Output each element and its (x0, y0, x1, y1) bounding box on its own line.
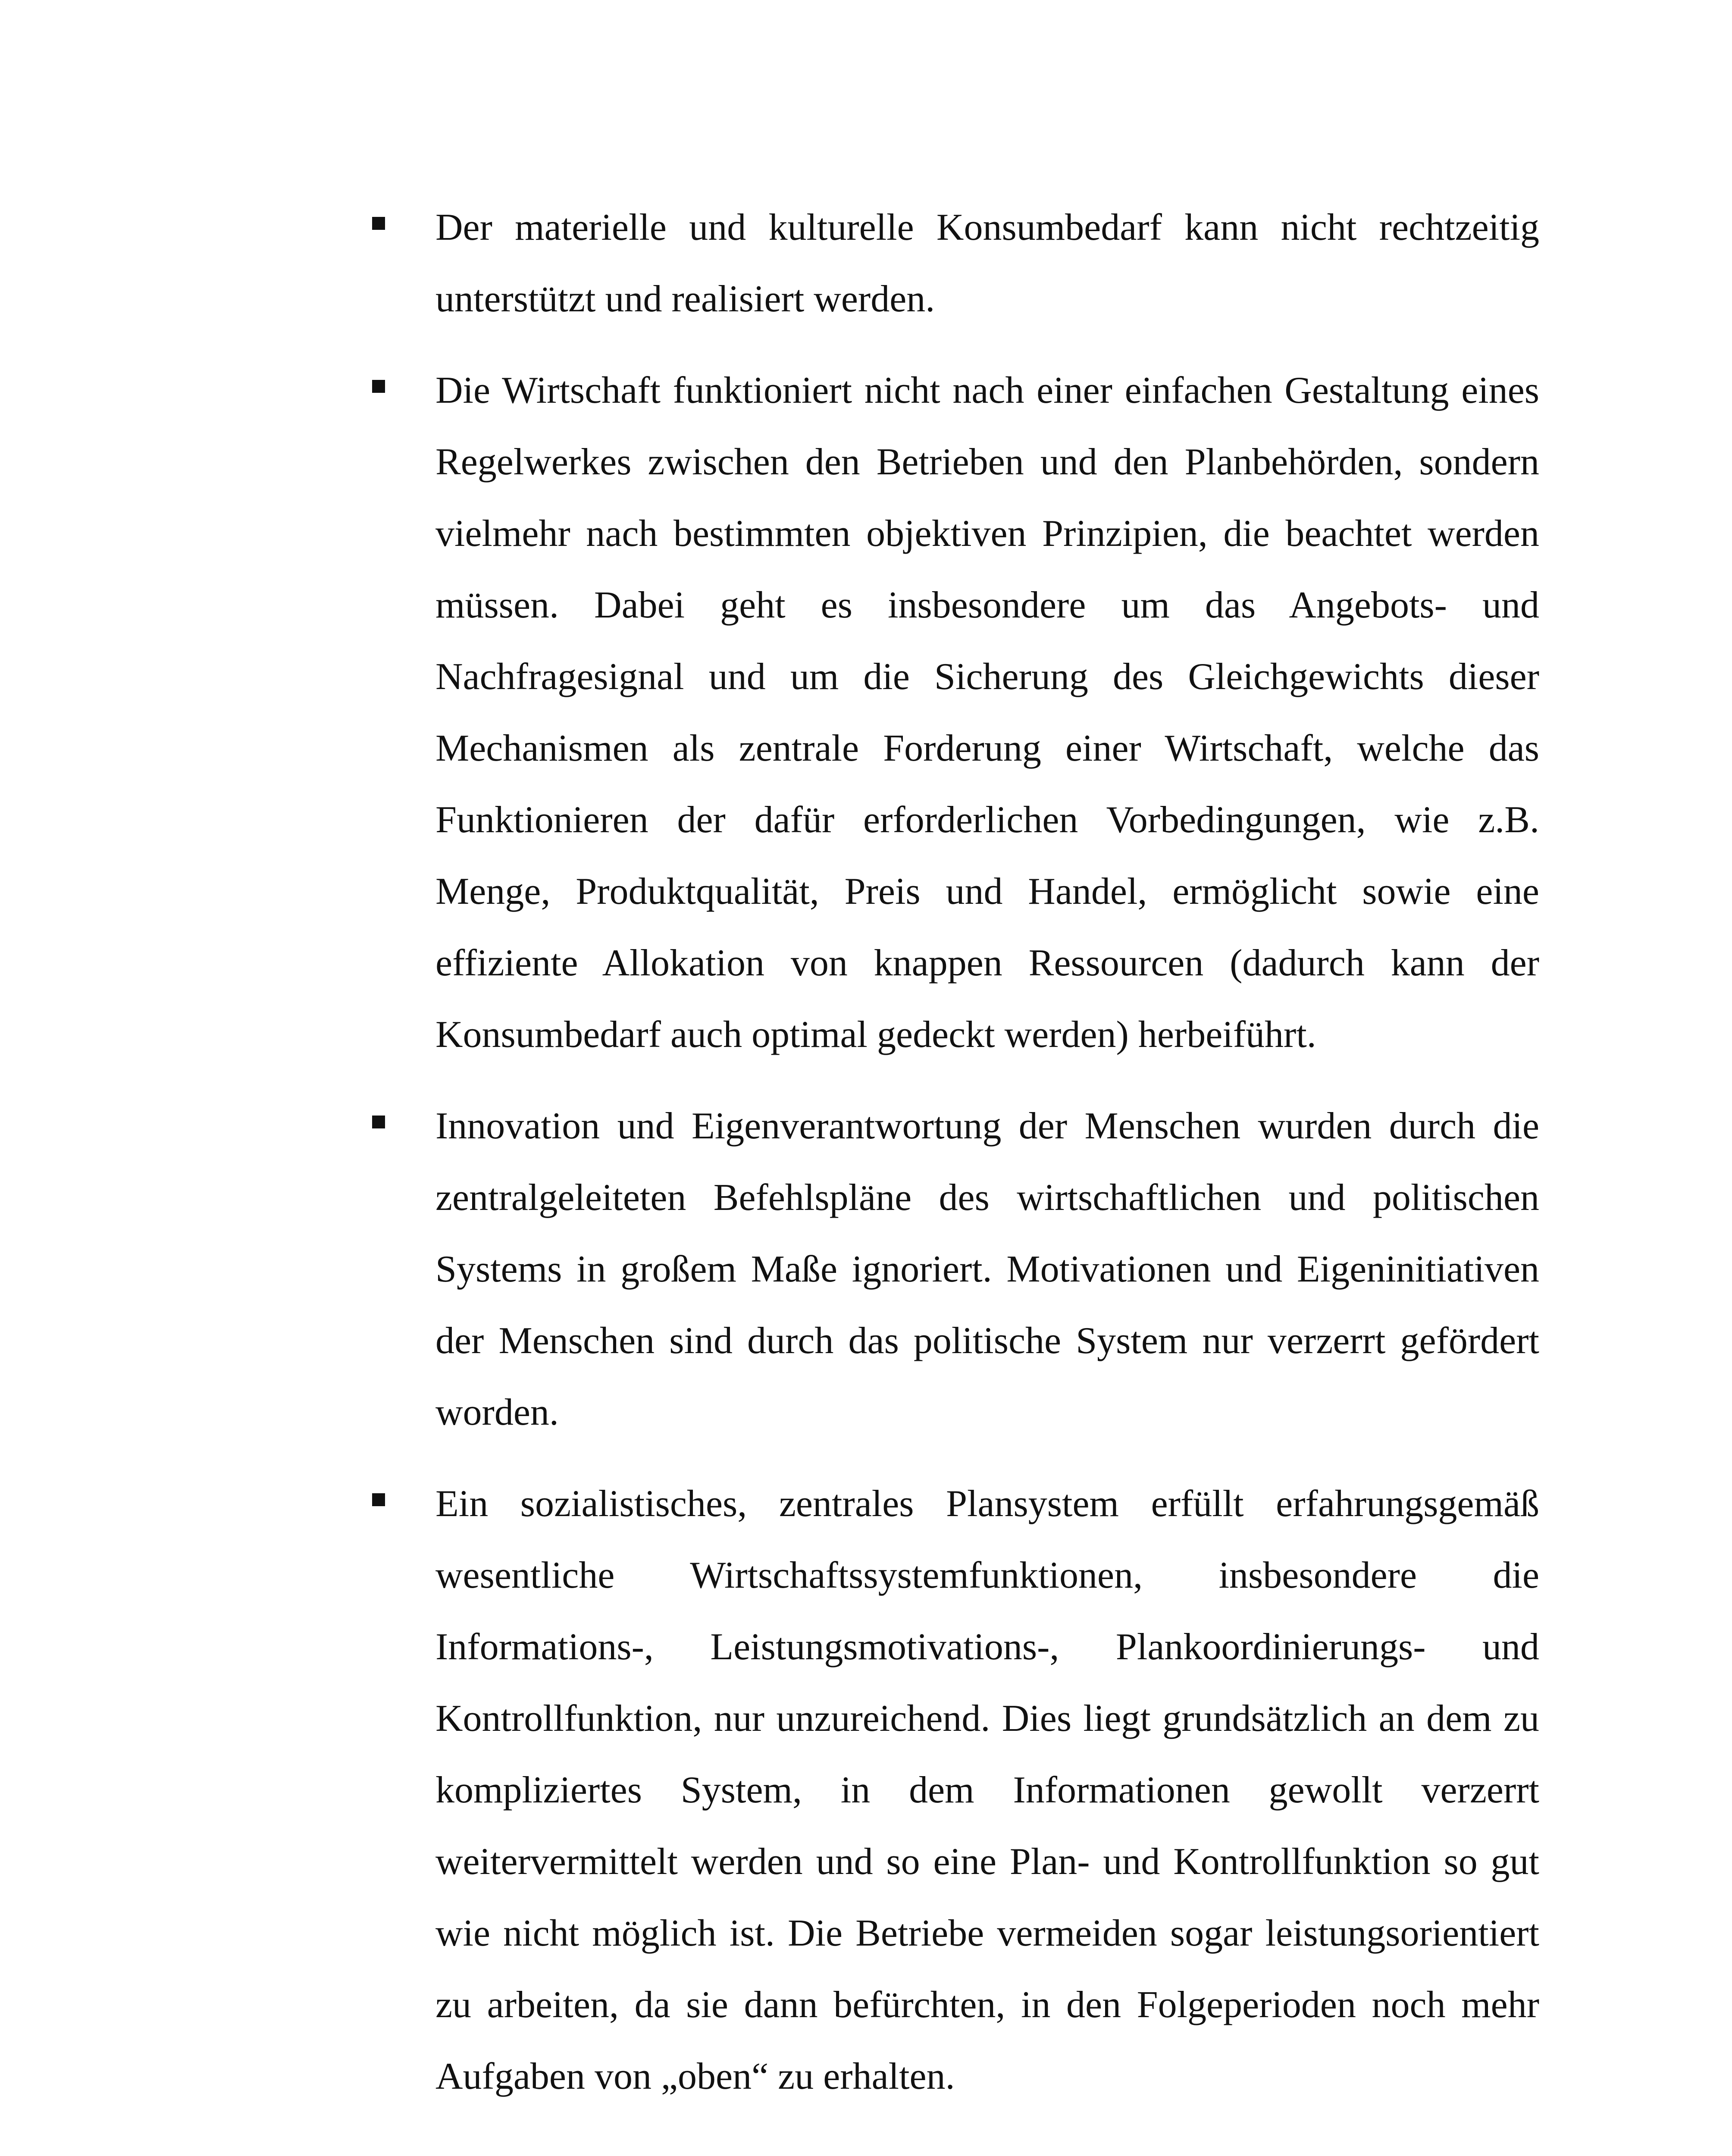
list-item (435, 192, 1539, 335)
list-item (435, 1091, 1539, 1448)
square-bullet-icon (372, 1116, 385, 1128)
list-item (435, 1468, 1539, 2112)
square-bullet-icon (372, 1493, 385, 1506)
list-item-text: Innovation und Eigenverantwortung der Menschen wurden durch die zentralgeleiteten Befehlspläne des wirtschaftlichen und politischen Systems in großem Maße ignoriert. Motivationen und Eigeninitiativen der Menschen sind durch das politische System nur verzerrt gefördert worden. (435, 1105, 1539, 1433)
square-bullet-icon (372, 380, 385, 393)
list-item-text: Der materielle und kulturelle Konsumbedarf kann nicht rechtzeitig unterstützt und realisiert werden. (435, 207, 1539, 320)
list-item-text: Ein sozialistisches, zentrales Plansystem erfüllt erfahrungsgemäß wesentliche Wirtschaftssystemfunktionen, insbesondere die Informations-, Leistungsmotivations-, Plankoordinierungs- und Kontrollfunktion, nur unzureichend. Dies liegt grundsätzlich an dem zu kompliziertes System, in dem Informationen gewollt verzerrt weitervermittelt werden und so eine Plan- und Kontrollfunktion so gut wie nicht möglich ist. Die Betriebe vermeiden sogar leistungsorientiert zu arbeiten, da sie dann befürchten, in den Folgeperioden noch mehr Aufgaben von „oben“ zu erhalten. (435, 1483, 1539, 2097)
bullet-list (435, 192, 1539, 2132)
list-item (435, 355, 1539, 1071)
list-item-text: Die Wirtschaft funktioniert nicht nach einer einfachen Gestaltung eines Regelwerkes zwischen den Betrieben und den Planbehörden, sondern vielmehr nach bestimmten objektiven Prinzipien, die beachtet werden müssen. Dabei geht es insbesondere um das Angebots- und Nachfragesignal und um die Sicherung des Gleichgewichts dieser Mechanismen als zentrale Forderung einer Wirtschaft, welche das Funktionieren der dafür erforderlichen Vorbedingungen, wie z.B. Menge, Produktqualität, Preis und Handel, ermöglicht sowie eine effiziente Allokation von knappen Ressourcen (dadurch kann der Konsumbedarf auch optimal gedeckt werden) herbeiführt. (435, 370, 1539, 1056)
square-bullet-icon (372, 217, 385, 230)
